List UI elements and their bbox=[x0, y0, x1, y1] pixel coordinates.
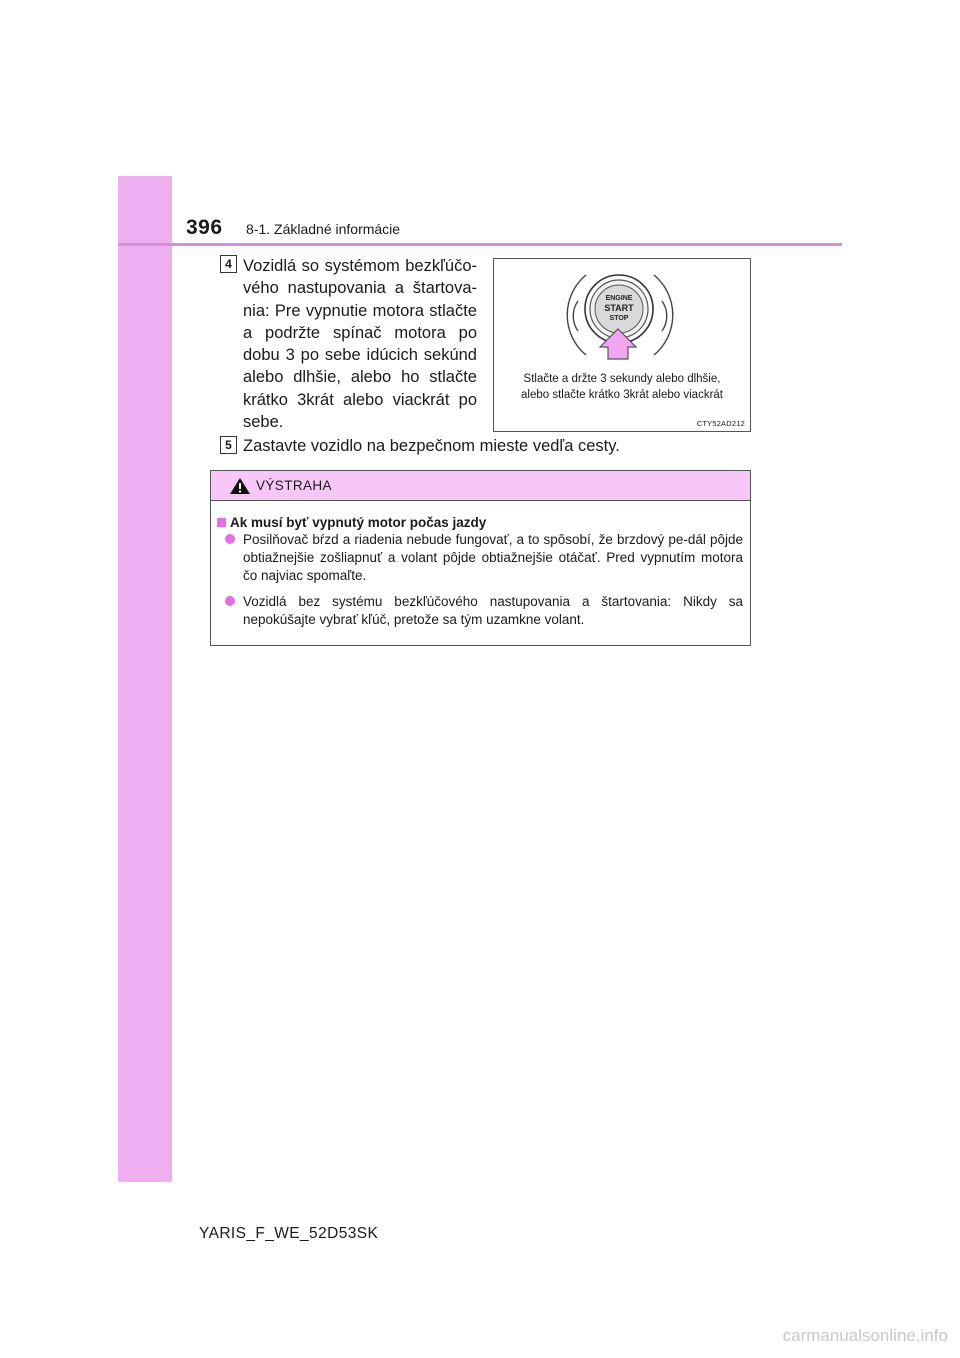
figure-code: CTY52AD212 bbox=[696, 419, 745, 428]
warning-title: VÝSTRAHA bbox=[256, 478, 332, 493]
step-4-text: Vozidlá so systémom bezkľúčo-vého nastupovania a štartova-nia: Pre vypnutie motora stlačte a podržte spínač motora po dobu 3 po sebe idúcich sekúnd alebo dlhšie, alebo ho stlačte krátko 3krát alebo viackrát po sebe. bbox=[243, 257, 477, 432]
warning-triangle-icon bbox=[229, 477, 251, 495]
switch-label-engine: ENGINE bbox=[605, 295, 633, 302]
warning-heading-text: Ak musí byť vypnutý motor počas jazdy bbox=[230, 515, 487, 530]
switch-label-start: START bbox=[604, 303, 634, 313]
header-rule bbox=[118, 243, 842, 246]
warning-bullet-text: Posilňovač bŕzd a riadenia nebude fungovať, a to spôsobí, že brzdový pe-dál pôjde obtiažnejšie zošliapnuť a volant pôjde obtiažnejšie otáčať. Pred vypnutím motora čo najviac spomaľte. bbox=[243, 532, 743, 583]
section-title: 8-1. Základné informácie bbox=[246, 221, 401, 237]
figure-caption-line-1: Stlačte a držte 3 sekundy alebo dlhšie, bbox=[523, 373, 721, 385]
warning-box bbox=[210, 470, 751, 646]
bullet-dot-icon bbox=[225, 534, 235, 544]
footer-code: YARIS_F_WE_52D53SK bbox=[199, 1225, 379, 1242]
engine-button-figure bbox=[493, 258, 751, 432]
warning-bullet bbox=[225, 593, 743, 629]
warning-bullet-text: Vozidlá bez systému bezkľúčového nastupovania a štartovania: Nikdy sa nepokúšajte vybrať kľúč, pretože sa tým uzamkne volant. bbox=[243, 594, 743, 627]
step-badge-4: 4 bbox=[220, 255, 237, 273]
step-badge-5: 5 bbox=[220, 436, 237, 454]
switch-label-stop: STOP bbox=[609, 315, 629, 322]
engine-switch-illustration bbox=[494, 259, 750, 431]
bullet-dot-icon bbox=[225, 596, 235, 606]
watermark: carmanualsonline.info bbox=[782, 1326, 948, 1345]
step-5-text: Zastavte vozidlo na bezpečnom mieste vedľa cesty. bbox=[243, 437, 620, 455]
press-arc-right-outer bbox=[654, 275, 673, 355]
heading-square-icon bbox=[217, 518, 226, 527]
warning-header bbox=[211, 471, 750, 501]
press-arc-left-inner bbox=[573, 301, 578, 331]
warning-bullet bbox=[225, 531, 743, 585]
figure-caption bbox=[494, 371, 750, 403]
press-arc-left-outer bbox=[567, 275, 586, 355]
press-arc-right-inner bbox=[662, 301, 667, 331]
figure-caption-line-2: alebo stlačte krátko 3krát alebo viackrát bbox=[521, 389, 723, 401]
page-number: 396 bbox=[186, 216, 223, 239]
warning-heading bbox=[217, 515, 486, 530]
side-band bbox=[118, 176, 172, 1182]
